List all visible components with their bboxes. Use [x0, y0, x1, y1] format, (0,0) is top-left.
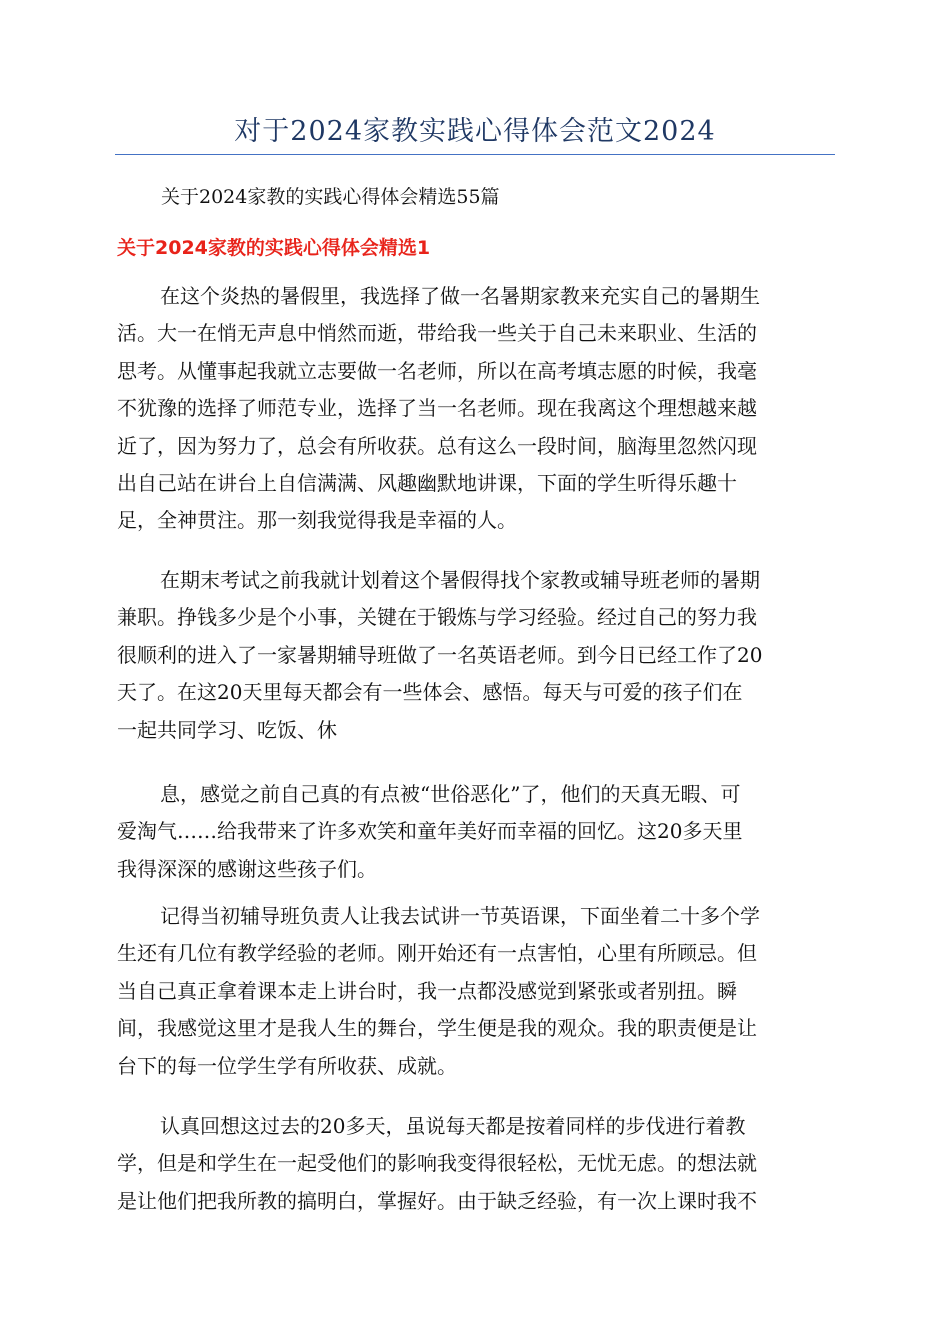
paragraph-line: 活。大一在悄无声息中悄然而逝，带给我一些关于自己未来职业、生活的 — [117, 321, 757, 346]
paragraph-line: 认真回想这过去的20多天，虽说每天都是按着同样的步伐进行着教 — [160, 1114, 746, 1138]
paragraph-line: 一起共同学习、吃饭、休 — [117, 717, 337, 742]
title-underline — [115, 154, 835, 155]
paragraph-3 — [117, 776, 833, 888]
section-heading: 关于2024家教的实践心得体会精选1 — [117, 237, 431, 259]
paragraph-line: 近了，因为努力了，总会有所收获。总有这么一段时间，脑海里忽然闪现 — [117, 433, 757, 458]
paragraph-line: 不犹豫的选择了师范专业，选择了当一名老师。现在我离这个理想越来越 — [117, 396, 757, 421]
document-subtitle: 关于2024家教的实践心得体会精选55篇 — [161, 186, 500, 208]
paragraph-line: 我得深深的感谢这些孩子们。 — [117, 856, 377, 881]
paragraph-line: 学，但是和学生在一起受他们的影响我变得很轻松，无忧无虑。的想法就 — [117, 1151, 757, 1176]
paragraph-2 — [117, 562, 833, 749]
paragraph-line: 是让他们把我所教的搞明白，掌握好。由于缺乏经验，有一次上课时我不 — [117, 1188, 757, 1213]
paragraph-line: 天了。在这20天里每天都会有一些体会、感悟。每天与可爱的孩子们在 — [117, 680, 743, 705]
paragraph-line: 兼职。挣钱多少是个小事，关键在于锻炼与学习经验。经过自己的努力我 — [117, 605, 757, 630]
paragraph-line: 爱淘气……给我带来了许多欢笑和童年美好而幸福的回忆。这20多天里 — [117, 819, 743, 844]
document-title: 对于2024家教实践心得体会范文2024 — [234, 116, 716, 147]
paragraph-line: 息，感觉之前自己真的有点被“世俗恶化”了，他们的天真无暇、可 — [160, 782, 741, 806]
paragraph-line: 很顺利的进入了一家暑期辅导班做了一名英语老师。到今日已经工作了20 — [117, 642, 763, 667]
paragraph-line: 当自己真正拿着课本走上讲台时，我一点都没感觉到紧张或者别扭。瞬 — [117, 978, 737, 1003]
paragraph-line: 在这个炎热的暑假里，我选择了做一名暑期家教来充实自己的暑期生 — [160, 284, 760, 308]
paragraph-5 — [117, 1108, 833, 1220]
paragraph-line: 在期末考试之前我就计划着这个暑假得找个家教或辅导班老师的暑期 — [160, 568, 760, 592]
paragraph-1 — [117, 278, 833, 540]
paragraph-line: 间，我感觉这里才是我人生的舞台，学生便是我的观众。我的职责便是让 — [117, 1016, 757, 1041]
paragraph-line: 出自己站在讲台上自信满满、风趣幽默地讲课，下面的学生听得乐趣十 — [117, 471, 737, 496]
paragraph-line: 台下的每一位学生学有所收获、成就。 — [117, 1053, 457, 1078]
paragraph-line: 思考。从懂事起我就立志要做一名老师，所以在高考填志愿的时候，我毫 — [117, 358, 757, 383]
paragraph-line: 生还有几位有教学经验的老师。刚开始还有一点害怕，心里有所顾忌。但 — [117, 941, 757, 966]
paragraph-line: 足，全神贯注。那一刻我觉得我是幸福的人。 — [117, 508, 517, 533]
paragraph-line: 记得当初辅导班负责人让我去试讲一节英语课，下面坐着二十多个学 — [160, 904, 760, 928]
paragraph-4 — [117, 898, 833, 1085]
